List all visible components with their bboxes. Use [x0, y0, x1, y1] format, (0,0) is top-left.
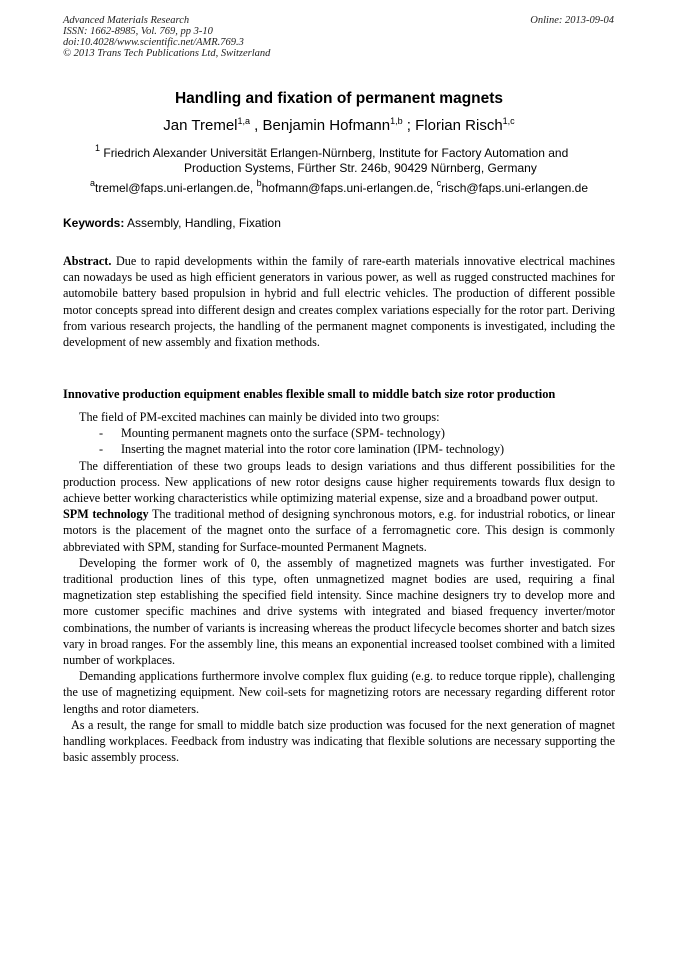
intro-paragraph: The field of PM-excited machines can mainly be divided into two groups:: [79, 410, 440, 424]
author-list: Jan Tremel$^{1,a}$ , Benjamin Hofmann$^{1,b}$ ; Florian Risch$^{1,c}$: [163, 116, 515, 134]
email-address[interactable]: tremel@faps.uni-erlangen.de: [94, 181, 250, 195]
affiliation-line-1: $^1$ Friedrich Alexander Universität Erlangen-Nürnberg, Institute for Factory Automation and: [95, 143, 569, 160]
issn-line: ISSN: 1662-8985, Vol. 769, pp 3-10: [63, 26, 213, 37]
author-name: Jan Tremel: [163, 117, 238, 134]
author-affiliation-sup: 1,a: [237, 116, 251, 126]
email-list: $^a$tremel@faps.uni-erlangen.de, $^b$hofmann@faps.uni-erlangen.de, $^c$risch@faps.uni-erlangen.de: [89, 178, 589, 195]
keywords: [63, 216, 281, 230]
paragraph-differentiation: The differentiation of these two groups leads to design variations and thus different possibilities for the production process. New applications of new rotor designs cause higher requirements towards flux design to achieve better working characteristics while optimizing material expense, size and a broadband power output.: [63, 458, 615, 506]
paper-title: Handling and fixation of permanent magnets: [174, 90, 504, 107]
paragraph-developing: Developing the former work of 0, the assembly of magnetized magnets was further investigated. For traditional production lines of this type, often unmagnetized magnet bodies are used, requiring a final magnetization step establishing the specified field intensity. Since machine designers try to develop more and more customer specific machines and drive systems with integrated and biased frequency inverter/motor combinations, the number of variants is increasing whereas the product lifecycle becomes shorter and batch sizes vary in broad ranges. For the assembly line, this means an exponential increased toolset combined with a limited number of workplaces.: [63, 555, 615, 668]
author-name: Florian Risch: [415, 117, 503, 134]
list-item: - Mounting permanent magnets onto the surface (SPM- technology): [99, 426, 445, 441]
email-address[interactable]: hofmann@faps.uni-erlangen.de: [261, 181, 430, 195]
abstract-text: Due to rapid developments within the family of rare-earth materials innovative electrical machines can nowadays be used as high efficient generators in various power, as well as rugged constructed machines for automobile battery based propulsion in hybrid and full electric vehicles. The production of different possible motor concepts spread into different design and creates complex variations especially for the rotor part. Deriving from various research projects, the handling of the permanent magnet components is investigated, including the development of new assembly and fixation methods.: [63, 254, 616, 350]
keywords-label: Keywords:: [63, 216, 125, 230]
affiliation-line-2: Production Systems, Fürther Str. 246b, 90429 Nürnberg, Germany: [184, 161, 537, 175]
section-heading: Innovative production equipment enables flexible small to middle batch size rotor production: [63, 387, 556, 401]
bullet-marker: -: [99, 426, 104, 441]
journal-name: Advanced Materials Research: [63, 15, 190, 26]
doi-line[interactable]: doi:10.4028/www.scientific.net/AMR.769.3: [63, 37, 244, 48]
online-date: Online: 2013-09-04: [530, 15, 614, 26]
abstract-label: Abstract.: [63, 254, 112, 268]
abstract: [63, 253, 615, 350]
journal-header: [63, 15, 270, 59]
author-name: Benjamin Hofmann: [262, 117, 391, 134]
keywords-text: Assembly, Handling, Fixation: [127, 216, 281, 230]
author-affiliation-sup: 1,b: [390, 116, 403, 126]
author-affiliation-sup: 1,c: [502, 116, 515, 126]
affiliation-sup: 1: [95, 143, 101, 153]
affiliation: [95, 143, 615, 176]
paragraph-demanding: Demanding applications furthermore involve complex flux guiding (e.g. to reduce torque ripple), challenging the use of magnetizing equipment. New coil-sets for magnetizing rotors are necessary regarding different rotor lengths and rotor diameters.: [63, 669, 615, 716]
list-item: - Inserting the magnet material into the rotor core lamination (IPM- technology): [99, 442, 505, 457]
paragraph-spm: SPM technology The traditional method of designing synchronous motors, e.g. for industrial robotics, or linear motors is the placement of the magnet onto the surface of a ferromagnetic core. This design is commonly abbreviated with SPM, standing for Surface-mounted Permanent Magnets.: [63, 507, 616, 554]
paragraph-result: As a result, the range for small to middle batch size production was focused for the next generation of magnet handling workplaces. Feedback from industry was indicating that flexible solutions are necessary supporting the basic assembly process.: [63, 717, 615, 765]
section-body: [63, 409, 615, 765]
copyright-line: © 2013 Trans Tech Publications Ltd, Switzerland: [63, 48, 271, 59]
email-address[interactable]: risch@faps.uni-erlangen.de: [441, 181, 589, 195]
spm-label: SPM technology: [63, 507, 149, 522]
bullet-marker: -: [99, 442, 104, 457]
